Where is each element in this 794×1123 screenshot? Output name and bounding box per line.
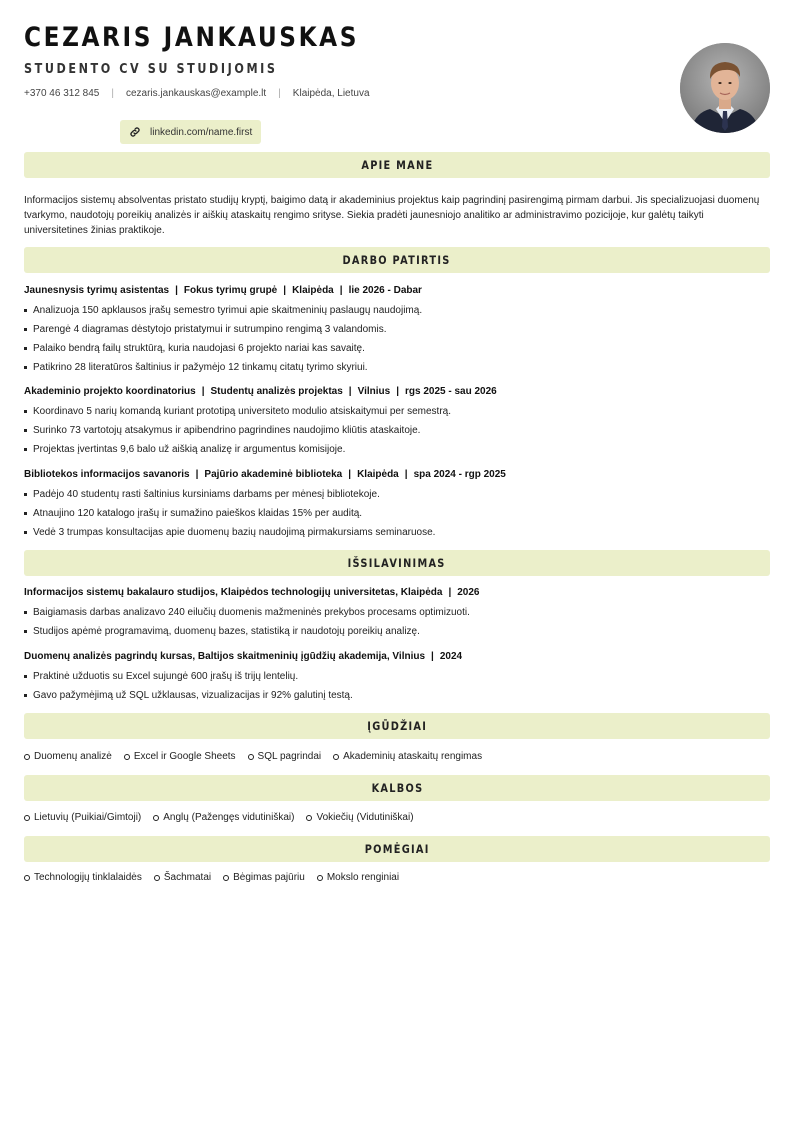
language-tag: Lietuvių (Puikiai/Gimtoji) <box>24 812 141 823</box>
contact-separator: | <box>111 88 114 99</box>
list-item: Surinko 73 vartotojų atsakymus ir apibendrino pagrindines naudojimo kliūtis ataskaitoje. <box>24 424 770 437</box>
list-item: Projektas įvertintas 9,6 balo už aiškią analizę ir argumentus komisijoje. <box>24 443 770 456</box>
list-item: Padėjo 40 studentų rasti šaltinius kursiniams darbams per mėnesį bibliotekoje. <box>24 488 770 501</box>
education-heading: Duomenų analizės pagrindų kursas, Baltijos skaitmeninių įgūdžių akademija, Vilnius | 2024 <box>24 651 463 662</box>
skill-tag: Akademinių ataskaitų rengimas <box>333 751 482 762</box>
list-item: Praktinė užduotis su Excel sujungė 600 įrašų iš trijų lentelių. <box>24 670 770 683</box>
about-text: Informacijos sistemų absolventas pristato studijų kryptį, baigimo datą ir akademinius projektus kaip pagrindinį pasirengimą pirmam darbui. Jis specializuojasi duomenų tvarkymo, naudotojų poreikių analizės ir aiškių ataskaitų rengimo srityse. Siekia pradėti jaunesniojo analitiko ar administravimo pozicijoje, kur galėtų taikyti universitetines žinias praktikoje. <box>24 195 760 236</box>
section-title-experience: DARBO PATIRTIS <box>24 247 770 273</box>
contact-separator: | <box>278 88 281 99</box>
job-bullets <box>24 488 770 539</box>
list-item: Koordinavo 5 narių komandą kuriant prototipą universiteto modulio atsiskaitymui per semestrą. <box>24 405 770 418</box>
circle-bullet-icon <box>124 754 130 760</box>
education-bullets <box>24 606 770 638</box>
hobby-tag: Mokslo renginiai <box>317 872 399 883</box>
circle-bullet-icon <box>24 754 30 760</box>
hobby-tag: Šachmatai <box>154 872 211 883</box>
list-item: Vedė 3 trumpas konsultacijas apie duomenų bazių naudojimą pirmakursiams seminaruose. <box>24 526 770 539</box>
skill-tag: SQL pagrindai <box>248 751 322 762</box>
job-heading: Bibliotekos informacijos savanoris | Pajūrio akademinė biblioteka | Klaipėda | spa 2024 - rgp 2025 <box>24 469 506 480</box>
education-entry <box>24 649 770 708</box>
section-title-education: IŠSILAVINIMAS <box>24 550 770 576</box>
language-tag: Vokiečių (Vidutiniškai) <box>306 812 413 823</box>
language-tag: Anglų (Pažengęs vidutiniškai) <box>153 812 294 823</box>
job-entry <box>24 283 770 380</box>
job-entry <box>24 467 770 545</box>
cv-subtitle: STUDENTO CV SU STUDIJOMIS <box>24 62 278 77</box>
languages-list <box>24 812 770 823</box>
circle-bullet-icon <box>317 875 323 881</box>
linkedin-link[interactable] <box>120 120 261 144</box>
education-entry <box>24 585 770 644</box>
skills-list <box>24 751 770 762</box>
circle-bullet-icon <box>154 875 160 881</box>
education-bullets <box>24 670 770 702</box>
list-item: Analizuoja 150 apklausos įrašų semestro tyrimui apie skaitmeninių paslaugų naudojimą. <box>24 304 770 317</box>
candidate-name: CEZARIS JANKAUSKAS <box>24 22 360 53</box>
job-entry <box>24 384 770 462</box>
section-title-skills: ĮGŪDŽIAI <box>24 713 770 739</box>
education-heading: Informacijos sistemų bakalauro studijos, Klaipėdos technologijų universitetas, Klaipėda | 2026 <box>24 587 480 598</box>
circle-bullet-icon <box>333 754 339 760</box>
list-item: Gavo pažymėjimą už SQL užklausas, vizualizacijas ir 92% galutinį testą. <box>24 689 770 702</box>
skill-tag: Duomenų analizė <box>24 751 112 762</box>
circle-bullet-icon <box>306 815 312 821</box>
email-address[interactable]: cezaris.jankauskas@example.lt <box>125 88 267 99</box>
profile-photo <box>680 43 770 133</box>
linkedin-url: linkedin.com/name.first <box>150 126 253 138</box>
circle-bullet-icon <box>223 875 229 881</box>
hobby-tag: Bėgimas pajūriu <box>223 872 305 883</box>
circle-bullet-icon <box>248 754 254 760</box>
job-heading: Akademinio projekto koordinatorius | Studentų analizės projektas | Vilnius | rgs 2025 - sau 2026 <box>24 386 497 397</box>
section-title-languages: KALBOS <box>24 775 770 801</box>
circle-bullet-icon <box>24 815 30 821</box>
section-title-hobbies: POMĖGIAI <box>24 836 770 862</box>
job-bullets <box>24 304 770 374</box>
hobbies-list <box>24 872 770 883</box>
phone-number[interactable]: +370 46 312 845 <box>24 88 100 99</box>
location: Klaipėda, Lietuva <box>292 88 370 99</box>
job-bullets <box>24 405 770 456</box>
list-item: Atnaujino 120 katalogo įrašų ir sumažino paieškos klaidas 15% per auditą. <box>24 507 770 520</box>
list-item: Baigiamasis darbas analizavo 240 eilučių duomenis mažmeninės prekybos procesams optimizuoti. <box>24 606 770 619</box>
list-item: Studijos apėmė programavimą, duomenų bazes, statistiką ir naudotojų poreikių analizę. <box>24 625 770 638</box>
hobby-tag: Technologijų tinklalaidės <box>24 872 142 883</box>
circle-bullet-icon <box>24 875 30 881</box>
contact-line <box>24 88 370 99</box>
list-item: Patikrino 28 literatūros šaltinius ir pažymėjo 12 tinkamų citatų tyrimo skyriui. <box>24 361 770 374</box>
skill-tag: Excel ir Google Sheets <box>124 751 236 762</box>
job-heading: Jaunesnysis tyrimų asistentas | Fokus tyrimų grupė | Klaipėda | lie 2026 - Dabar <box>24 285 422 296</box>
section-title-about: APIE MANE <box>24 152 770 178</box>
list-item: Palaiko bendrą failų struktūrą, kuria naudojasi 6 projekto nariai kas savaitę. <box>24 342 770 355</box>
circle-bullet-icon <box>153 815 159 821</box>
list-item: Parengė 4 diagramas dėstytojo pristatymui ir sutrumpino rengimą 3 valandomis. <box>24 323 770 336</box>
link-icon <box>129 126 141 138</box>
